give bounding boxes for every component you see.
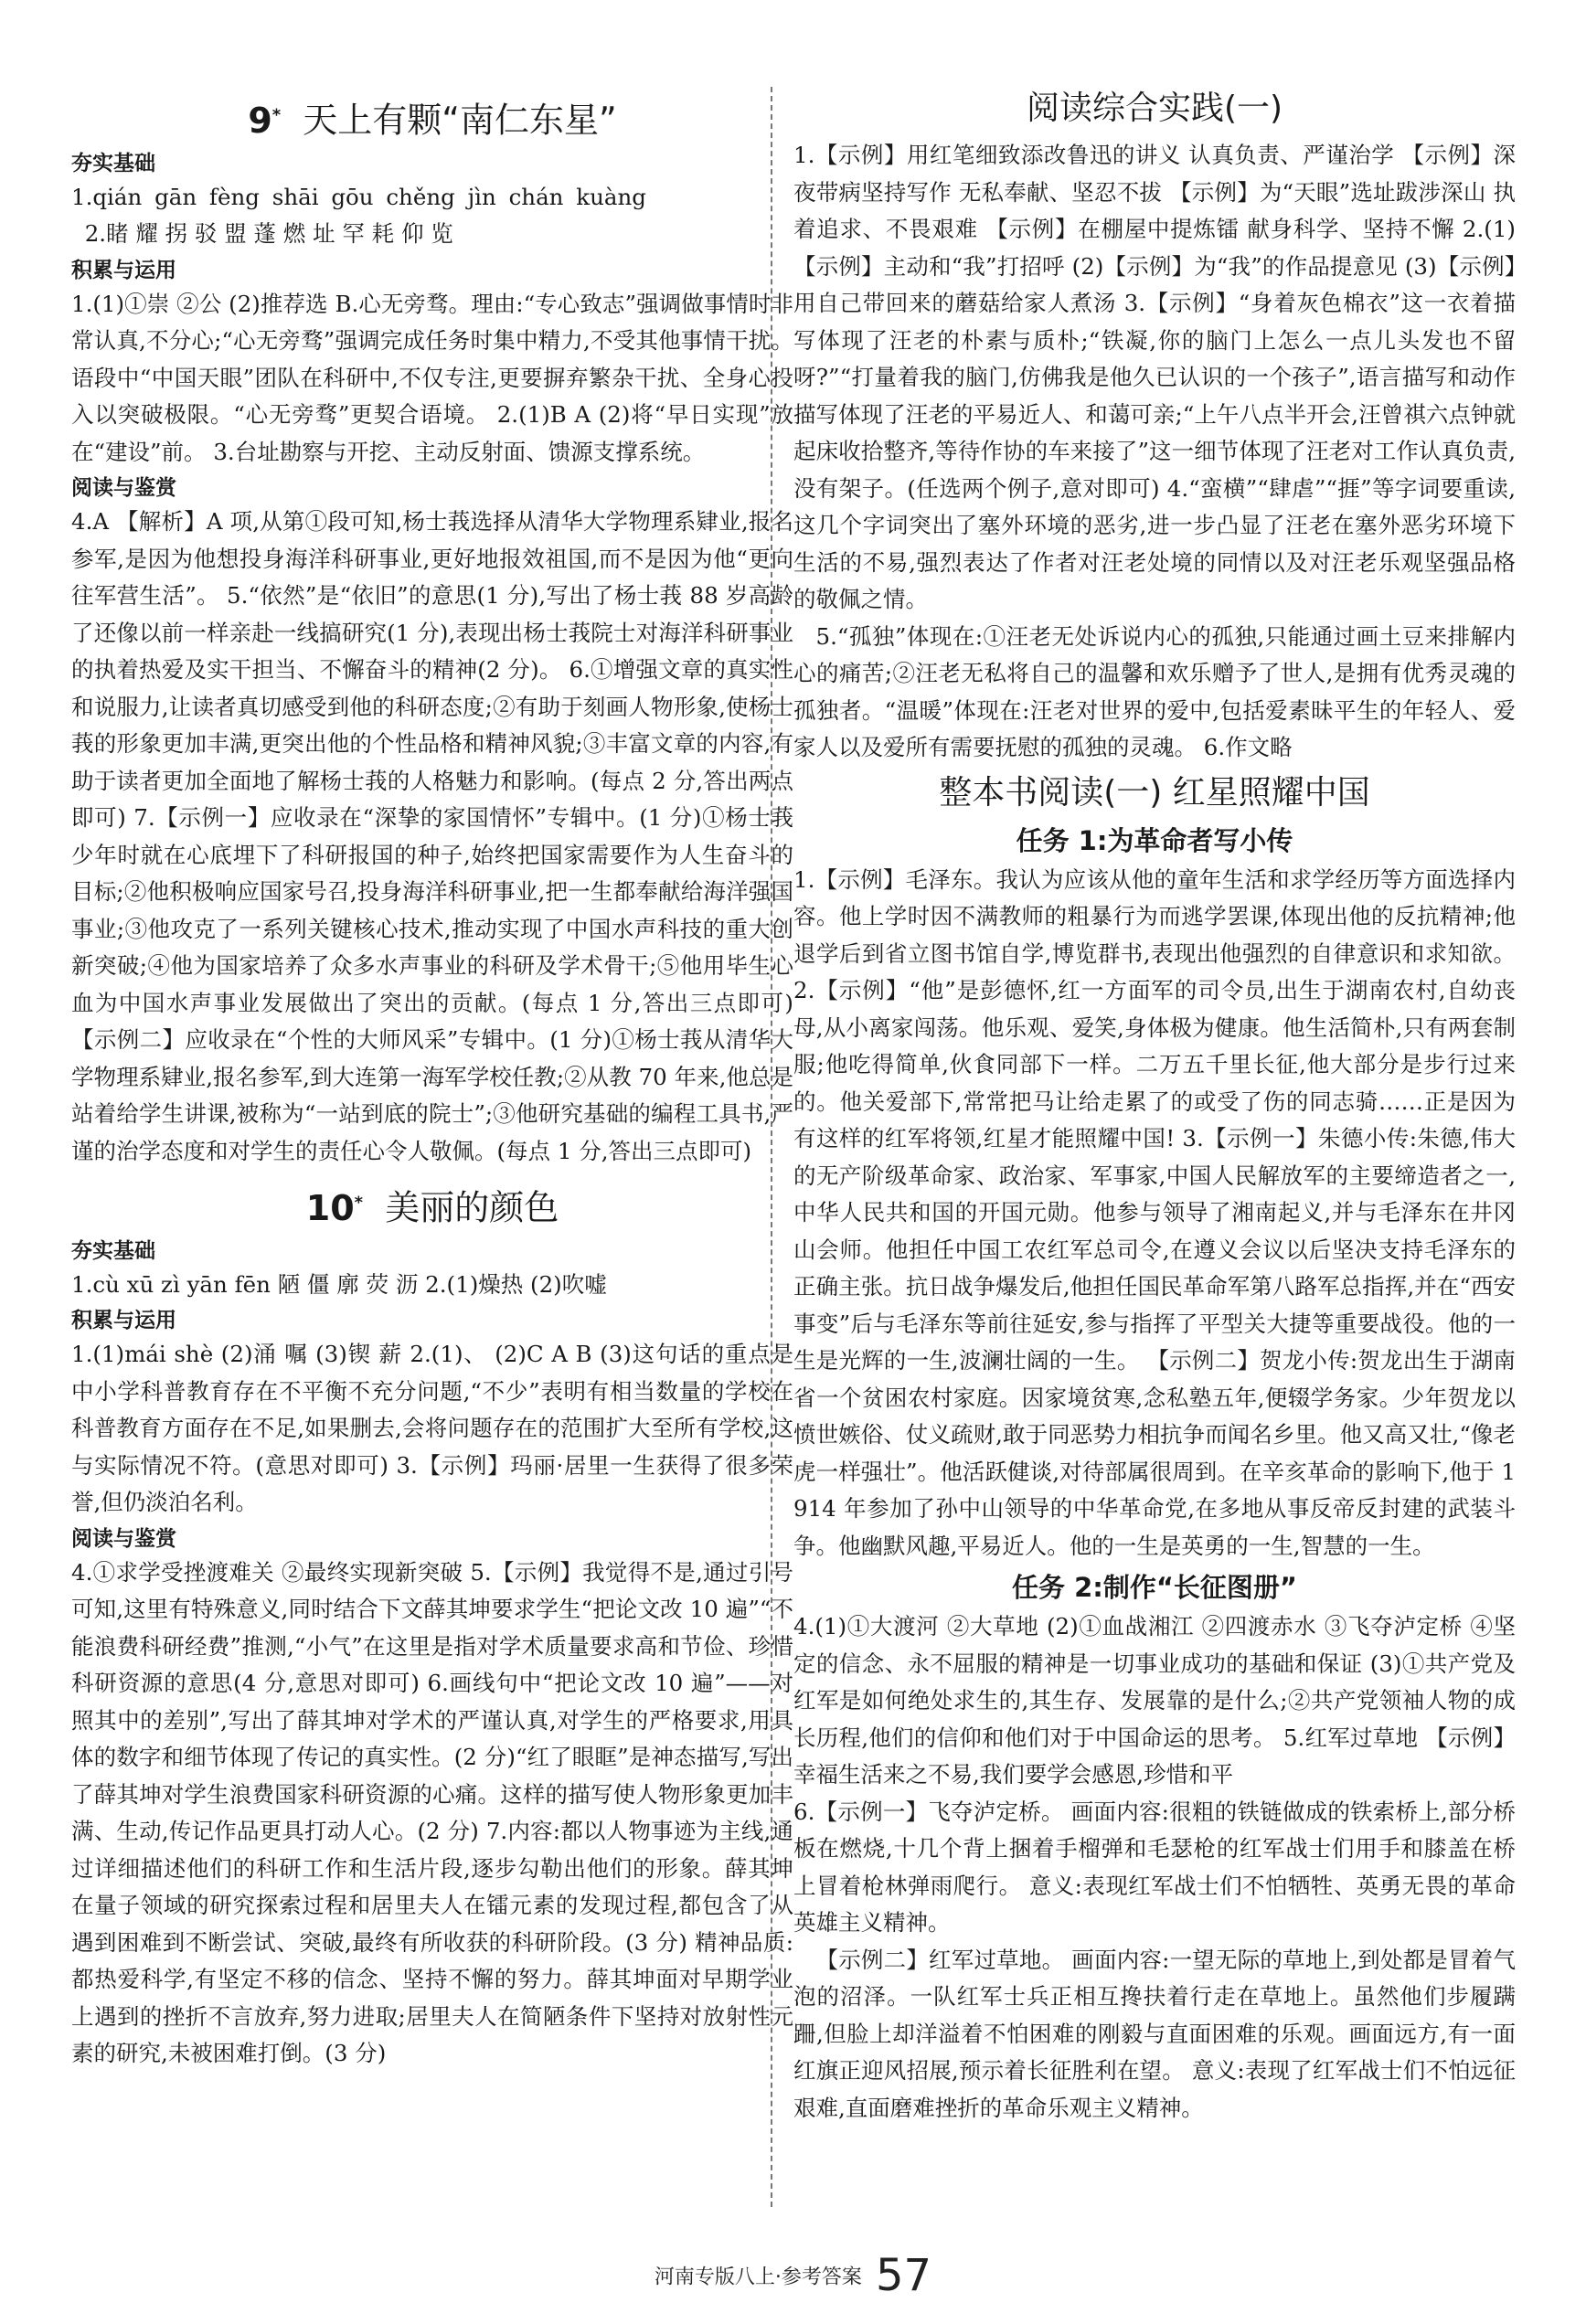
section-heading: 阅读与鉴赏 (71, 476, 176, 501)
book-reading-title: 整本书阅读(一) 红星照耀中国 (939, 773, 1370, 812)
practice-title: 阅读综合实践(一) (1026, 90, 1283, 127)
footer-label: 河南专版八上·参考答案 (654, 2266, 862, 2289)
page-number: 57 (876, 2250, 932, 2301)
answer-paragraph: 1.(1)mái shè (2)涌 嘱 (3)锲 薪 2.(1)、 (2)C A B (3)这句话的重点是中小学科普教育存在不平衡不充分问题,“不少”表明有相当数量的学校在科普教育方面存在不足,如果删去,会将问题存在的范围扩大至所有学校,这与实际情况不符。(意思对即可) 3.【示例】玛丽·居里一生获得了很多荣誉,但仍淡泊名利。 (71, 1341, 793, 1516)
answer-paragraph: 6.【示例一】飞夺泸定桥。 画面内容:很粗的铁链做成的铁索桥上,部分桥板在燃烧,十几个背上捆着手榴弹和毛瑟枪的红军战士们用手和膝盖在桥上冒着枪林弹雨爬行。 意义:表现红军战士们不怕牺牲、英勇无畏的革命英雄主义精神。 (793, 1798, 1516, 1936)
section-heading: 夯实基础 (71, 151, 155, 175)
answer-paragraph: 4.①求学受挫渡难关 ②最终实现新突破 5.【示例】我觉得不是,通过引号可知,这里有特殊意义,同时结合下文薛其坤要求学生“把论文改 10 遍”“不能浪费科研经费”推测,“小气”在这里是指对学术质量要求高和节俭、珍惜科研资源的意思(4 分,意思对即可) 6.画线句中“把论文改 10 遍”——对照其中的差别”,写出了薛其坤对学术的严谨认真,对学生的严格要求,用具体的数字和细节体现了传记的真实性。(2 分)“红了眼眶”是神态描写,写出了薛其坤对学生浪费国家科研资源的心痛。这样的描写使人物形象更加丰满、生动,传记作品更具打动人心。(2 分) 7.内容:都以人物事迹为主线,通过详细描述他们的科研工作和生活片段,逐步勾勒出他们的形象。薛其坤在量子领域的研究探索过程和居里夫人在镭元素的发现过程,都包含了从遇到困难到不断尝试、突破,最终有所收获的科研阶段。(3 分) 精神品质:都热爱科学,有坚定不移的信念、坚持不懈的努力。薛其坤面对早期学业上遇到的挫折不言放弃,努力进取;居里夫人在简陋条件下坚持对放射性元素的研究,未被困难打倒。(3 分) (71, 1558, 793, 2067)
section-heading: 夯实基础 (71, 1238, 155, 1263)
section-heading: 积累与运用 (71, 1309, 176, 1333)
lesson-10-title (71, 1179, 793, 1232)
lesson-10-number: 10* (305, 1187, 364, 1228)
lesson-9-title-text: 天上有颗“南仁东星” (303, 100, 617, 141)
task-2-heading: 任务 2:制作“长征图册” (1012, 1572, 1297, 1603)
answer-paragraph: 2.睹 耀 拐 驳 盟 蓬 燃 址 罕 耗 仰 览 (84, 220, 453, 248)
answer-paragraph: 1.【示例】毛泽东。我认为应该从他的童年生活和求学经历等方面选择内容。他上学时因不满教师的粗暴行为而逃学罢课,体现出他的反抗精神;他退学后到省立图书馆自学,博览群书,表现出他强烈的自律意识和求知欲。 2.【示例】“他”是彭德怀,红一方面军的司令员,出生于湖南农村,自幼丧母,从小离家闯荡。他乐观、爱笑,身体极为健康。他生活简朴,只有两套制服;他吃得简单,伙食同部下一样。二万五千里长征,他大部分是步行过来的。他关爱部下,常常把马让给走累了的或受了伤的同志骑……正是因为有这样的红军将领,红星才能照耀中国! 3.【示例一】朱德小传:朱德,伟大的无产阶级革命家、政治家、军事家,中国人民解放军的主要缔造者之一,中华人民共和国的开国元勋。他参与领导了湘南起义,并与毛泽东在井冈山会师。他担任中国工农红军总司令,在遵义会议以后坚决支持毛泽东的正确主张。抗日战争爆发后,他担任国民革命军第八路军总指挥,并在“西安事变”后与毛泽东等前往延安,参与指挥了平型关大捷等重要战役。他的一生是光辉的一生,波澜壮阔的一生。 【示例二】贺龙小传:贺龙出生于湖南省一个贫困农村家庭。因家境贫寒,念私塾五年,便辍学务家。少年贺龙以愤世嫉俗、仗义疏财,敢于同恶势力相抗争而闻名乡里。他又高又壮,“像老虎一样强壮”。他活跃健谈,对待部属很周到。在辛亥革命的影响下,他于 1914 年参加了孙中山领导的中华革命党,在多地从事反帝反封建的武装斗争。他幽默风趣,平易近人。他的一生是英勇的一生,智慧的一生。 (793, 865, 1516, 1559)
lesson-9-title (71, 91, 793, 144)
section-heading: 阅读与鉴赏 (71, 1526, 176, 1551)
section-heading: 积累与运用 (71, 258, 176, 282)
page-footer (0, 2250, 1586, 2301)
lesson-10-title-text: 美丽的颜色 (385, 1187, 559, 1228)
left-column (71, 82, 793, 2073)
answer-paragraph: 1.【示例】用红笔细致添改鲁迅的讲义 认真负责、严谨治学 【示例】深夜带病坚持写作 无私奉献、坚忍不拔 【示例】为“天眼”选址跋涉深山 执着追求、不畏艰难 【示例】在棚屋中提炼镭 献身科学、坚持不懈 2.(1)【示例】主动和“我”打招呼 (2)【示例】为“我”的作品提意见 (3)【示例】用自己带回来的蘑菇给家人煮汤 3.【示例】“身着灰色棉衣”这一衣着描写体现了汪老的朴素与质朴;“铁凝,你的脑门上怎么一点儿头发也不留呀?”“打量着我的脑门,仿佛我是他久已认识的一个孩子”,语言描写和动作描写体现了汪老的平易近人、和蔼可亲;“上午八点半开会,汪曾祺六点钟就起床收拾整齐,等待作协的车来接了”这一细节体现了汪老对工作认真负责,没有架子。(任选两个例子,意对即可) 4.“蛮横”“肆虐”“捱”等字词要重读,这几个字词突出了塞外环境的恶劣,进一步凸显了汪老在塞外恶劣环境下生活的不易,强烈表达了作者对汪老处境的同情以及对汪老乐观坚强品格的敬佩之情。 (793, 142, 1516, 612)
right-column (793, 82, 1516, 2127)
answer-paragraph: 4.(1)①大渡河 ②大草地 (2)①血战湘江 ②四渡赤水 ③飞夺泸定桥 ④坚定的信念、永不屈服的精神是一切事业成功的基础和保证 (3)①共产党及红军是如何绝处求生的,其生存、发展靠的是什么;②共产党领袖人物的成长历程,他们的信仰和他们对于中国命运的思考。 5.红军过草地 【示例】幸福生活来之不易,我们要学会感恩,珍惜和平 (793, 1613, 1516, 1788)
answer-paragraph: 【示例二】红军过草地。 画面内容:一望无际的草地上,到处都是冒着气泡的沼泽。一队红军士兵正相互搀扶着行走在草地上。虽然他们步履蹒跚,但脸上却洋溢着不怕困难的刚毅与直面困难的乐观。画面远方,有一面红旗正迎风招展,预示着长征胜利在望。 意义:表现了红军战士们不怕远征艰难,直面磨难挫折的革命乐观主义精神。 (793, 1946, 1516, 2121)
task-1-heading: 任务 1:为革命者写小传 (1016, 824, 1293, 856)
lesson-9-number: 9* (248, 100, 282, 141)
answer-paragraph: 1.(1)①崇 ②公 (2)推荐选 B.心无旁骛。理由:“专心致志”强调做事情时非常认真,不分心;“心无旁骛”强调完成任务时集中精力,不受其他事情干扰。语段中“中国天眼”团队在科研中,不仅专注,更要摒弃繁杂干扰、全身心投入以突破极限。“心无旁骛”更契合语境。 2.(1)B A (2)将“早日实现”放在“建设”前。 3.台址勘察与开挖、主动反射面、馈源支撑系统。 (71, 290, 793, 465)
answer-paragraph: 4.A 【解析】A 项,从第①段可知,杨士莪选择从清华大学物理系肄业,报名参军,是因为他想投身海洋科研事业,更好地报效祖国,而不是因为他“更向往军营生活”。 5.“依然”是“依旧”的意思(1 分),写出了杨士莪 88 岁高龄了还像以前一样亲赴一线搞研究(1 分),表现出杨士莪院士对海洋科研事业的执着热爱及实干担当、不懈奋斗的精神(2 分)。 6.①增强文章的真实性和说服力,让读者真切感受到他的科研态度;②有助于刻画人物形象,使杨士莪的形象更加丰满,更突出他的个性品格和精神风貌;③丰富文章的内容,有助于读者更加全面地了解杨士莪的人格魅力和影响。(每点 2 分,答出两点即可) 7.【示例一】应收录在“深挚的家国情怀”专辑中。(1 分)①杨士莪少年时就在心底埋下了科研报国的种子,始终把国家需要作为人生奋斗的目标;②他积极响应国家号召,投身海洋科研事业,把一生都奉献给海洋强国事业;③他攻克了一系列关键核心技术,推动实现了中国水声科技的重大创新突破;④他为国家培养了众多水声事业的科研及学术骨干;⑤他用毕生心血为中国水声事业发展做出了突出的贡献。(每点 1 分,答出三点即可) 【示例二】应收录在“个性的大师风采”专辑中。(1 分)①杨士莪从清华大学物理系肄业,报名参军,到大连第一海军学校任教;②从教 70 年来,他总是站着给学生讲课,被称为“一站到底的院士”;③他研究基础的编程工具书,严谨的治学态度和对学生的责任心令人敬佩。(每点 1 分,答出三点即可) (71, 508, 793, 1164)
answer-paragraph: 1.cù xū zì yān fēn 陋 僵 廓 荧 沥 2.(1)燥热 (2)吹嘘 (71, 1270, 607, 1298)
answer-paragraph: 1.qián gān fèng shāi gōu chěng jìn chán kuàng (71, 183, 646, 210)
answer-paragraph: 5.“孤独”体现在:①汪老无处诉说内心的孤独,只能通过画土豆来排解内心的痛苦;②汪老无私将自己的温馨和欢乐赠予了世人,是拥有优秀灵魂的孤独者。“温暖”体现在:汪老对世界的爱中,包括爱素昧平生的年轻人、爱家人以及爱所有需要抚慰的孤独的灵魂。 6.作文略 (793, 622, 1516, 760)
